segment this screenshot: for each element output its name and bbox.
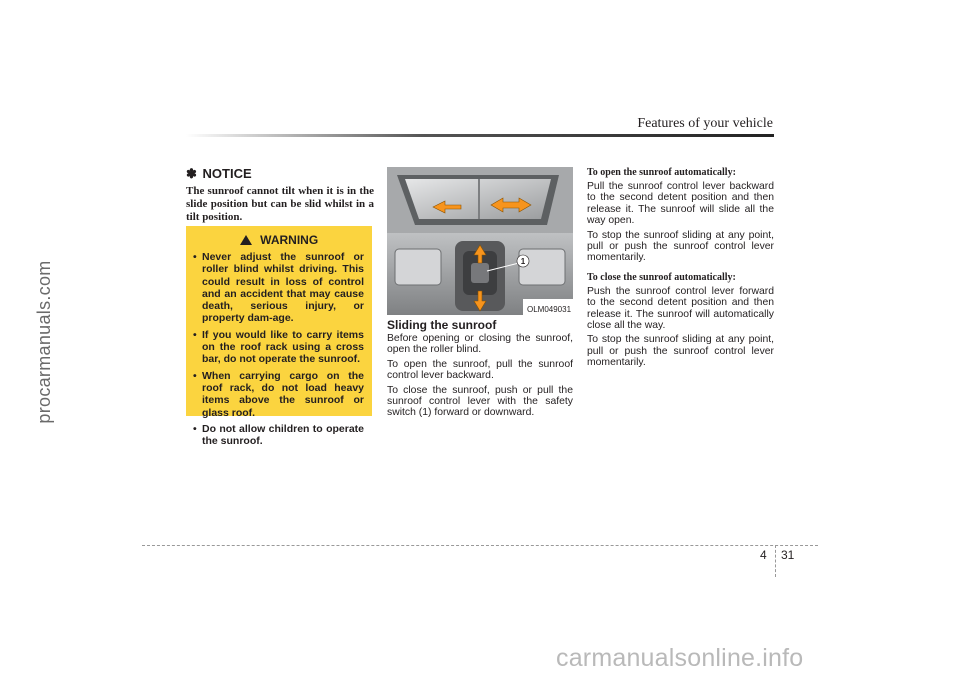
notice-title: NOTICE [202,166,252,181]
auto-open-title: To open the sunroof automatically: [587,167,736,178]
sliding-paragraph: To close the sunroof, push or pull the sunroof control lever with the safety switch (1) forward or downward. [387,384,573,419]
automatic-section [587,167,774,372]
watermark-bottom: carmanualsonline.info [556,644,804,672]
warning-item: • Do not allow children to operate the sunroof. [193,422,364,448]
page-number: 31 [781,548,795,562]
page-header-title: Features of your vehicle [637,116,773,131]
notice-text: The sunroof cannot tilt when it is in the slide position but can be slid whilst in a tilt position. [186,185,374,223]
sliding-paragraph: To open the sunroof, pull the sunroof control lever backward. [387,358,573,382]
watermark-side: procarmanuals.com [34,260,54,424]
warning-triangle-icon [240,235,252,245]
notice-section [186,166,374,224]
auto-close-title: To close the sunroof automatically: [587,271,736,283]
warning-title: WARNING [260,233,319,247]
auto-open-paragraph: To stop the sunroof sliding at any point, pull or push the sunroof control lever momentarily. [587,229,774,264]
auto-close-paragraph: Push the sunroof control lever forward to the second detent position and then release it. The sunroof will automatically close all the way. [587,285,774,332]
sliding-section [387,318,573,422]
auto-open-paragraph: Pull the sunroof control lever backward to the second detent position and then release it. The sunroof will slide all the way open. [587,181,774,227]
warning-heading [186,233,372,247]
figure-code: OLM049031 [527,305,572,314]
header-rule [186,134,774,137]
warning-list [186,251,372,447]
auto-close-paragraph: To stop the sunroof sliding at any point, pull or push the sunroof control lever momentarily. [587,334,774,369]
warning-item: • Never adjust the sunroof or roller blind whilst driving. This could result in loss of control and an accident that may cause death, serious injury, or property dam-age. [193,251,364,325]
warning-box [186,226,372,448]
sunroof-control-figure [387,167,573,315]
footer-rule [142,545,818,546]
warning-item: • If you would like to carry items on the roof rack using a cross bar, do not operate the sunroof. [193,328,364,366]
page-chapter: 4 [760,548,767,562]
notice-star-icon: ✽ [186,166,197,181]
sliding-paragraph: Before opening or closing the sunroof, open the roller blind. [387,333,573,356]
footer-divider [775,545,776,577]
notice-heading [186,166,374,182]
sliding-title: Sliding the sunroof [387,318,497,332]
sunroof-illustration [387,167,573,315]
callout-number: 1 [520,257,526,266]
warning-item: • When carrying cargo on the roof rack, do not load heavy items above the sunroof or glass roof. [193,369,364,419]
